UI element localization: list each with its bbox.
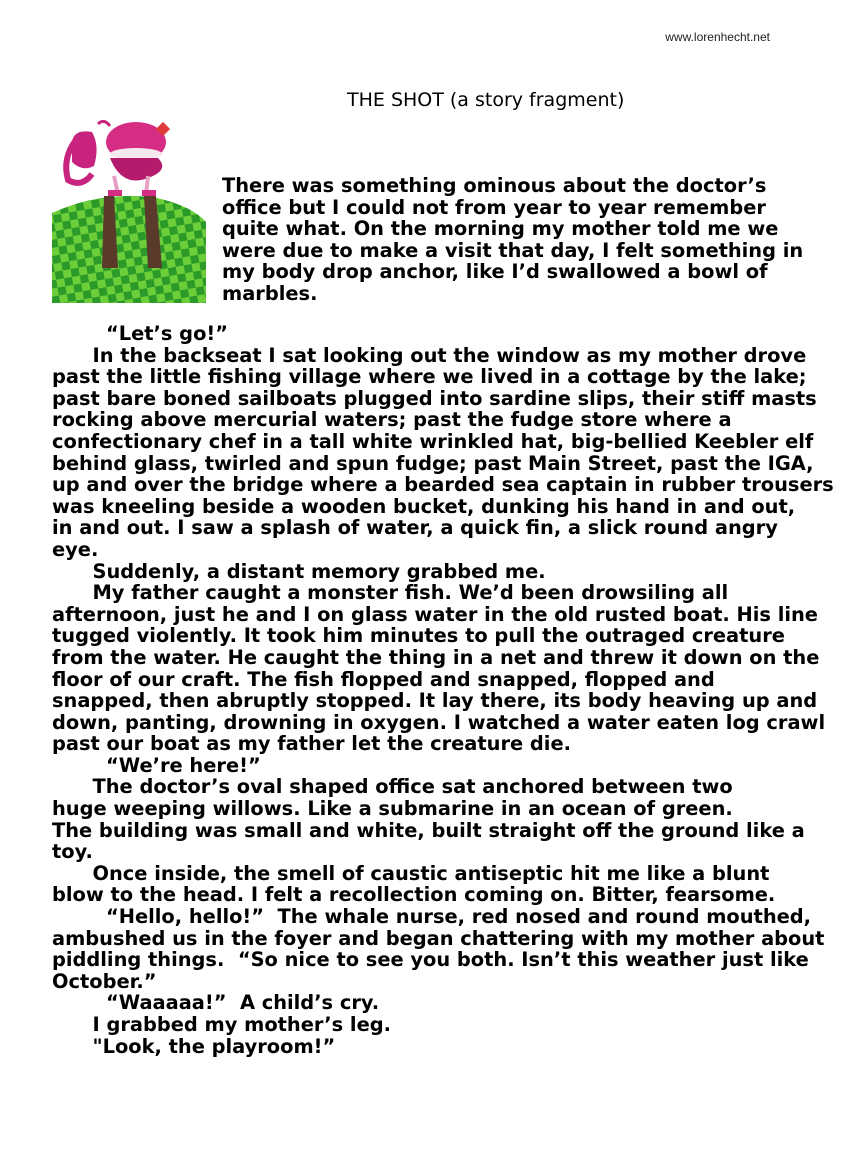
body-line: from the water. He caught the thing in a net and threw it down on the [52,645,820,669]
body-line: ambushed us in the foyer and began chattering with my mother about [52,926,825,950]
body-line: blow to the head. I felt a recollection coming on. Bitter, fearsome. [52,883,776,907]
intro-line: my body drop anchor, like I’d swallowed a bowl of [222,260,768,284]
site-url: www.lorenhecht.net [665,30,770,44]
body-line: “Hello, hello!” The whale nurse, red nosed and round mouthed, [52,905,812,929]
body-line: eye. [52,537,99,561]
body-line: in and out. I saw a splash of water, a quick fin, a slick round angry [52,516,778,540]
body-line: past the little fishing village where we lived in a cottage by the lake; [52,365,807,389]
body-line: toy. [52,840,93,864]
body-line: “Waaaaa!” A child’s cry. [52,991,380,1015]
body-line: down, panting, drowning in oxygen. I watched a water eaten log crawl [52,710,826,734]
body-line: huge weeping willows. Like a submarine in an ocean of green. [52,797,733,821]
story-illustration [52,118,206,303]
body-line: was kneeling beside a wooden bucket, dunking his hand in and out, [52,494,796,518]
body-line: In the backseat I sat looking out the window as my mother drove [52,343,807,367]
body-line: October.” [52,969,157,993]
intro-line: There was something ominous about the doctor’s [222,174,767,197]
body-line: afternoon, just he and I on glass water in the old rusted boat. His line [52,602,818,626]
body-line: rocking above mercurial waters; past the fudge store where a [52,408,732,432]
body-line: up and over the bridge where a bearded sea captain in rubber trousers [52,473,834,497]
body-line: confectionary chef in a tall white wrinkled hat, big-bellied Keebler elf [52,429,814,453]
body-line: snapped, then abruptly stopped. It lay there, its body heaving up and [52,689,818,713]
story-title: THE SHOT (a story fragment) [347,89,625,111]
body-line: past bare boned sailboats plugged into sardine slips, their stiff masts [52,386,817,410]
body-line: “Let’s go!” [52,322,228,345]
body-line: behind glass, twirled and spun fudge; past Main Street, past the IGA, [52,451,814,475]
body-line: Once inside, the smell of caustic antiseptic hit me like a blunt [52,861,770,885]
intro-paragraph [222,175,822,305]
body-line: floor of our craft. The fish flopped and snapped, flopped and [52,667,715,691]
story-body [52,323,832,1057]
intro-line: were due to make a visit that day, I felt something in [222,238,804,262]
body-line: Suddenly, a distant memory grabbed me. [52,559,546,583]
body-line: My father caught a monster fish. We’d been drowsiling all [52,581,729,605]
body-line: piddling things. “So nice to see you both. Isn’t this weather just like [52,948,809,972]
body-line: past our boat as my father let the creature die. [52,732,571,756]
body-line: “We’re here!” [52,753,261,777]
body-line: tugged violently. It took him minutes to pull the outraged creature [52,624,785,648]
intro-line: marbles. [222,281,318,305]
body-line: "Look, the playroom!” [52,1034,336,1058]
intro-line: quite what. On the morning my mother told me we [222,217,779,241]
body-line: The doctor’s oval shaped office sat anchored between two [52,775,733,799]
intro-line: office but I could not from year to year remember [222,195,766,219]
body-line: The building was small and white, built straight off the ground like a [52,818,805,842]
body-line: I grabbed my mother’s leg. [52,1013,391,1036]
